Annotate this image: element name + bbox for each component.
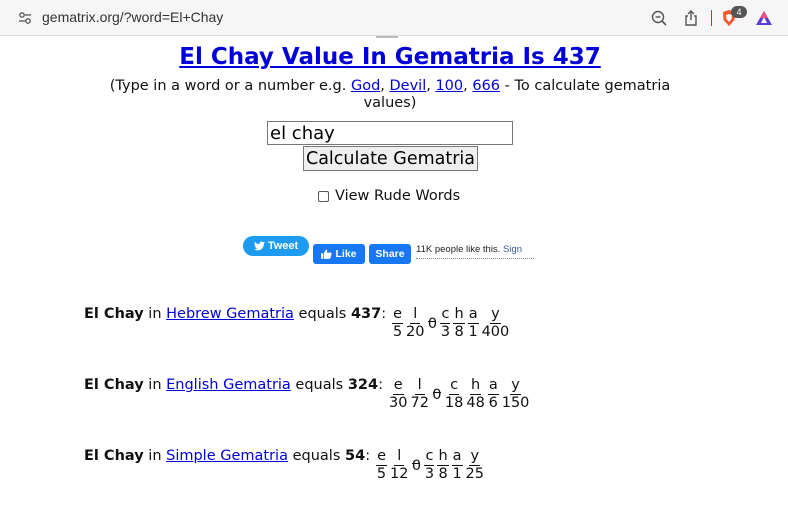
address-bar-url[interactable]: gematrix.org/?word=El+Chay bbox=[42, 9, 224, 25]
letter-value: 1 bbox=[468, 324, 478, 340]
letter-column bbox=[453, 306, 464, 341]
thumbs-up-icon bbox=[321, 249, 332, 259]
facebook-share-button[interactable]: Share bbox=[369, 244, 411, 264]
space-column bbox=[432, 377, 442, 412]
letter-value: 0 bbox=[432, 387, 442, 403]
letter: h bbox=[438, 448, 448, 464]
result-label: El Chay in Hebrew Gematria equals 437: bbox=[84, 306, 387, 322]
letter-value: 1 bbox=[452, 466, 462, 482]
result-value: 54 bbox=[345, 448, 366, 464]
letter-value: 150 bbox=[501, 395, 530, 411]
letter-value: 8 bbox=[438, 466, 448, 482]
calculate-gematria-button[interactable]: Calculate Gematria bbox=[303, 146, 478, 171]
letter-value: 400 bbox=[481, 324, 510, 340]
letter: e bbox=[393, 306, 403, 322]
letter: h bbox=[454, 306, 464, 322]
letter-column bbox=[502, 377, 530, 412]
letter: c bbox=[425, 448, 434, 464]
letter-value: 0 bbox=[411, 458, 422, 474]
site-settings-icon[interactable] bbox=[18, 11, 32, 25]
rude-words-label: View Rude Words bbox=[335, 188, 461, 204]
result-word: El Chay bbox=[84, 306, 144, 322]
letter: y bbox=[491, 306, 500, 322]
letter-column bbox=[437, 448, 448, 483]
letter-column bbox=[424, 448, 434, 483]
letter-column bbox=[452, 448, 463, 483]
letter: a bbox=[468, 306, 478, 322]
letter-value: 8 bbox=[454, 324, 464, 340]
letter: c bbox=[441, 306, 450, 322]
letter-column bbox=[410, 377, 428, 412]
letter: y bbox=[470, 448, 480, 464]
letter-column bbox=[466, 448, 484, 483]
letter-column bbox=[406, 306, 424, 341]
letter-column bbox=[392, 306, 403, 341]
letter-value: 5 bbox=[392, 324, 403, 340]
letter-value: 30 bbox=[389, 395, 408, 411]
letter-value: 3 bbox=[424, 466, 435, 482]
example-link-devil[interactable]: Devil bbox=[389, 78, 427, 94]
view-rude-words-option[interactable] bbox=[318, 188, 460, 204]
letter-value: 3 bbox=[440, 324, 451, 340]
result-value: 437 bbox=[350, 306, 382, 322]
facebook-like-button[interactable] bbox=[313, 244, 365, 264]
word-input[interactable] bbox=[267, 121, 513, 145]
letter-value: 18 bbox=[444, 395, 464, 411]
toolbar-separator bbox=[711, 10, 712, 26]
letter-column bbox=[482, 306, 510, 341]
letter-value: 72 bbox=[410, 395, 429, 411]
letter-column bbox=[376, 448, 387, 483]
letter-column bbox=[468, 306, 479, 341]
letter: l bbox=[415, 377, 425, 395]
letter-value: 20 bbox=[406, 324, 425, 340]
letter: e bbox=[393, 377, 403, 393]
letter-column bbox=[488, 377, 499, 412]
letter-value: 12 bbox=[390, 466, 409, 482]
result-word: El Chay bbox=[84, 377, 144, 393]
letter-value: 25 bbox=[465, 466, 484, 482]
like-label: Like bbox=[335, 248, 357, 260]
letter: h bbox=[471, 377, 481, 393]
letter: a bbox=[452, 448, 462, 464]
rude-words-checkbox[interactable] bbox=[318, 191, 329, 202]
gematria-system-link[interactable]: English Gematria bbox=[166, 377, 291, 393]
letter: l bbox=[394, 448, 404, 466]
browser-toolbar bbox=[0, 0, 788, 36]
share-icon[interactable] bbox=[682, 9, 700, 27]
example-link-666[interactable]: 666 bbox=[472, 78, 501, 94]
letter: c bbox=[450, 377, 459, 393]
facebook-like-count bbox=[416, 244, 522, 255]
space-column bbox=[427, 306, 437, 341]
letter-value: 6 bbox=[488, 395, 498, 411]
result-label: El Chay in Simple Gematria equals 54: bbox=[84, 448, 371, 464]
letter: l bbox=[410, 306, 420, 324]
tweet-button[interactable] bbox=[243, 236, 309, 256]
space-column bbox=[411, 448, 421, 483]
letter: y bbox=[511, 377, 520, 393]
fb-count-text: 11K people like this. bbox=[416, 244, 501, 255]
page-title[interactable]: El Chay Value In Gematria Is 437 bbox=[179, 44, 601, 70]
fb-text-cutoff bbox=[416, 258, 534, 262]
gematria-system-link[interactable]: Hebrew Gematria bbox=[166, 306, 294, 322]
letter-value: 0 bbox=[427, 316, 438, 332]
shields-count-badge: 4 bbox=[731, 6, 747, 18]
letter-column bbox=[466, 377, 484, 412]
letter: a bbox=[488, 377, 498, 393]
fb-signup-link[interactable]: Sign bbox=[502, 244, 522, 255]
letter-value: 5 bbox=[376, 466, 387, 482]
result-value: 324 bbox=[347, 377, 379, 393]
intro-text: (Type in a word or a number e.g. God, Devil, 100, 666 - To calculate gematria values) bbox=[109, 78, 671, 111]
intro-before: (Type in a word or a number e.g. bbox=[109, 78, 351, 94]
brave-rewards-icon[interactable] bbox=[755, 9, 773, 27]
intro-after: - To calculate gematria values) bbox=[363, 78, 671, 111]
letter: e bbox=[377, 448, 386, 464]
letter-breakdown bbox=[392, 306, 512, 341]
gematria-system-link[interactable]: Simple Gematria bbox=[166, 448, 288, 464]
letter-column bbox=[389, 377, 407, 412]
result-label: El Chay in English Gematria equals 324: bbox=[84, 377, 384, 393]
letter-column bbox=[440, 306, 450, 341]
top-ornament-icon bbox=[376, 36, 398, 40]
letter-column bbox=[445, 377, 463, 412]
letter-breakdown bbox=[389, 377, 532, 412]
letter-breakdown bbox=[376, 448, 487, 483]
letter-value: 48 bbox=[466, 395, 485, 411]
tweet-label: Tweet bbox=[267, 240, 299, 252]
example-link-100[interactable]: 100 bbox=[435, 78, 464, 94]
result-word: El Chay bbox=[84, 448, 144, 464]
zoom-icon[interactable] bbox=[650, 9, 668, 27]
example-link-god[interactable]: God bbox=[350, 78, 381, 94]
letter-column bbox=[390, 448, 408, 483]
twitter-bird-icon bbox=[254, 241, 265, 251]
